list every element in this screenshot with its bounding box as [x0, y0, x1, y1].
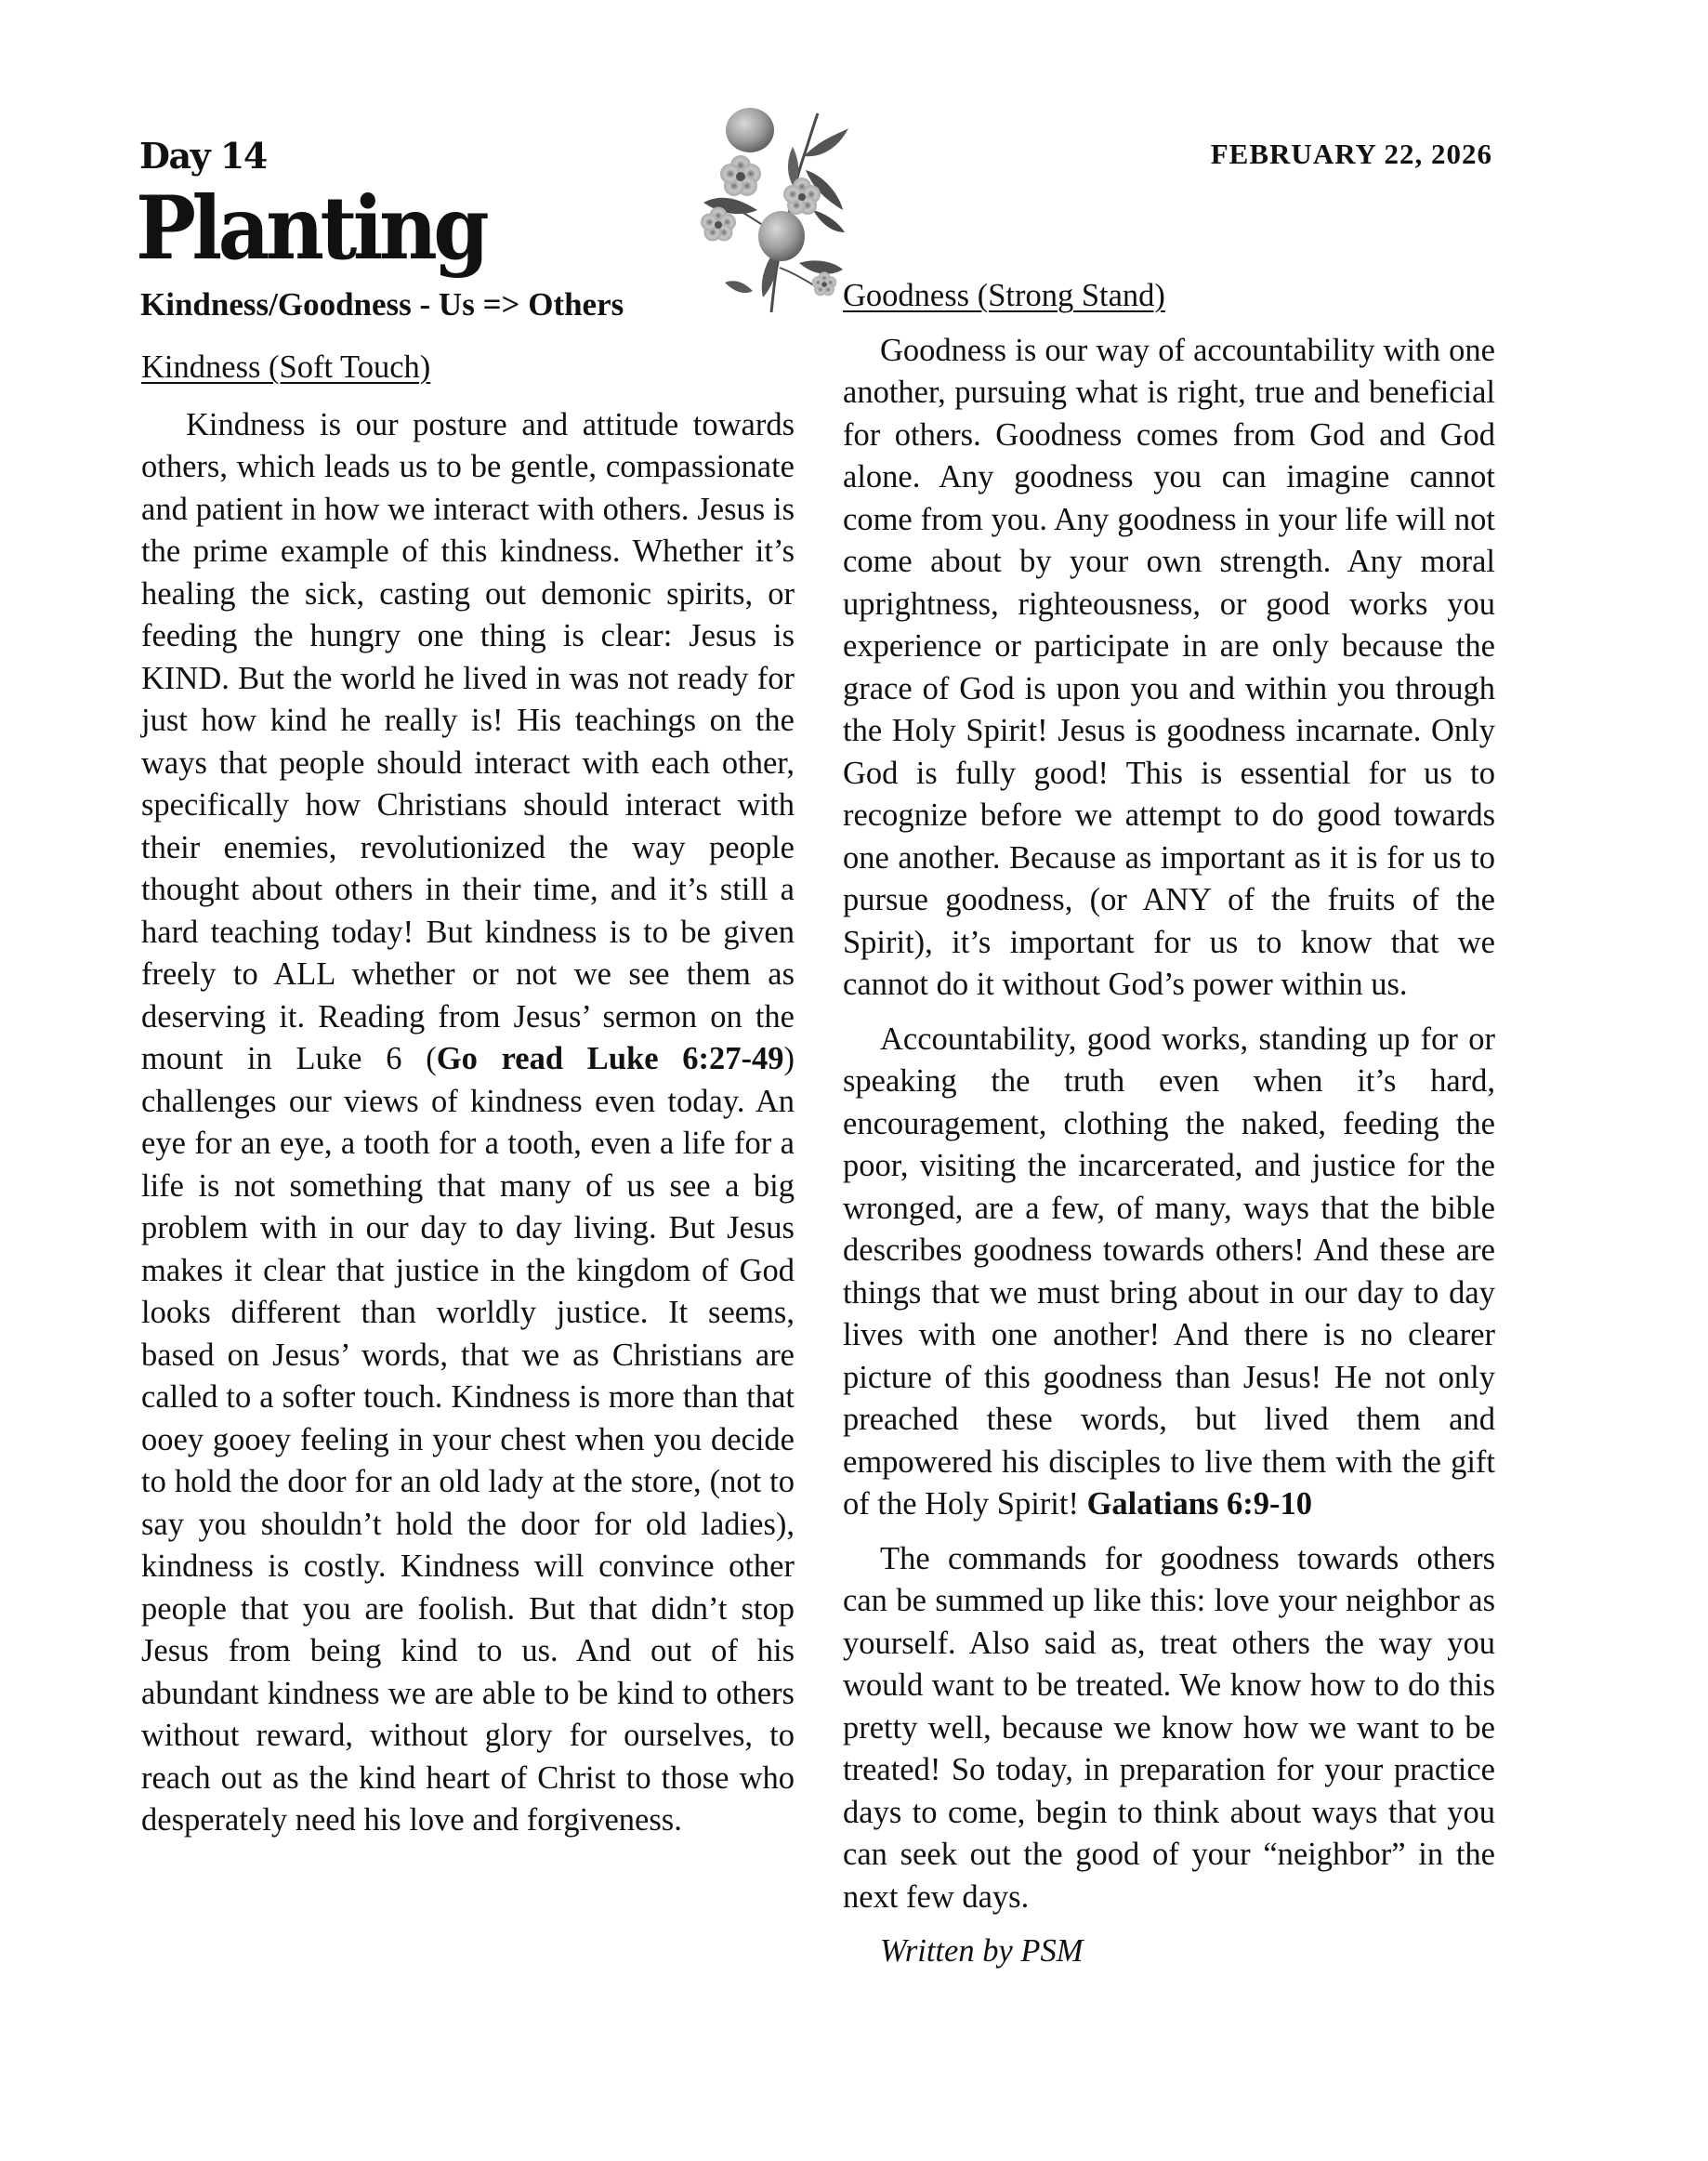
- goodness-paragraph-3-text: The commands for goodness towards others can be summed up like this: love your neighbor as yourself. Also said as, treat others the way you would want to be treated. We know how to do this pretty well, because we know how we want to be treated! So today, in preparation for your practice days to come, begin to think about ways that you can seek out the good of your “neighbor” in the next few days.: [843, 1540, 1495, 1915]
- luke-reference: Go read Luke 6:27-49: [436, 1041, 784, 1076]
- page-title: Planting: [136, 178, 486, 280]
- goodness-paragraph-3: [843, 1538, 1495, 1919]
- goodness-paragraph-2: [843, 1019, 1495, 1526]
- date-label: FEBRUARY 22, 2026: [1210, 138, 1492, 170]
- peach-blossom-branch-icon: [683, 100, 850, 314]
- goodness-heading: Goodness (Strong Stand): [843, 278, 1165, 313]
- author-signature: Written by PSM: [880, 1933, 1084, 1969]
- page-subtitle: Kindness/Goodness - Us => Others: [140, 286, 624, 323]
- kindness-text-part2: ) challenges our views of kindness even today. An eye for an eye, a tooth for a tooth, even a life for a life is not something that many of us see a big problem with in our day to day living. But Jesus makes it clear that justice in the kingdom of God looks different than worldly justice. It seems, based on Jesus’ words, that we as Christians are called to a softer touch. Kindness is more than that ooey gooey feeling in your chest when you decide to hold the door for an old lady at the store, (not to say you shouldn’t hold the door for old ladies), kindness is costly. Kindness will convince other people that you are foolish. But that didn’t stop Jesus from being kind to us. And out of his abundant kindness we are able to be kind to others without reward, without glory for ourselves, to reach out as the kind heart of Christ to those who desperately need his love and forgiveness.: [141, 1041, 795, 1838]
- kindness-text-part1: Kindness is our posture and attitude towards others, which leads us to be gentle, compassionate and patient in how we interact with others. Jesus is the prime example of this kindness. Whether it’s healing the sick, casting out demonic spirits, or feeding the hungry one thing is clear: Jesus is KIND. But the world he lived in was not ready for just how kind he really is! His teachings on the ways that people should interact with each other, specifically how Christians should interact with their enemies, revolutionized the way people thought about others in their time, and it’s still a hard teaching today! But kindness is to be given freely to ALL whether or not we see them as deserving it. Reading from Jesus’ sermon on the mount in Luke 6 (: [141, 406, 795, 1076]
- goodness-section: [843, 275, 1495, 1973]
- goodness-paragraph-1-text: Goodness is our way of accountability with one another, pursuing what is right, true and beneficial for others. Goodness comes from God and God alone. Any goodness you can imagine cannot come from you. Any goodness in your life will not come about by your own strength. Any moral uprightness, righteousness, or good works you experience or participate in are only because the grace of God is upon you and within you through the Holy Spirit! Jesus is goodness incarnate. Only God is fully good! This is essential for us to recognize before we attempt to do good towards one another. Because as important as it is for us to pursue goodness, (or ANY of the fruits of the Spirit), it’s important for us to know that we cannot do it without God’s power within us.: [843, 332, 1495, 1002]
- kindness-heading: Kindness (Soft Touch): [141, 349, 431, 385]
- kindness-section: [141, 347, 795, 1854]
- galatians-reference: Galatians 6:9-10: [1086, 1486, 1313, 1522]
- goodness-paragraph-2-text: Accountability, good works, standing up for or speaking the truth even when it’s hard, encouragement, clothing the naked, feeding the poor, visiting the incarcerated, and justice for the wronged, are a few, of many, ways that the bible describes goodness towards others! And these are things that we must bring about in our day to day lives with one another! And there is no clearer picture of this goodness than Jesus! He not only preached these words, but lived them and empowered his disciples to live them with the gift of the Holy Spirit!: [843, 1021, 1495, 1522]
- goodness-paragraph-1: [843, 330, 1495, 1007]
- day-label: Day 14: [139, 135, 267, 177]
- kindness-paragraph: [141, 404, 795, 1842]
